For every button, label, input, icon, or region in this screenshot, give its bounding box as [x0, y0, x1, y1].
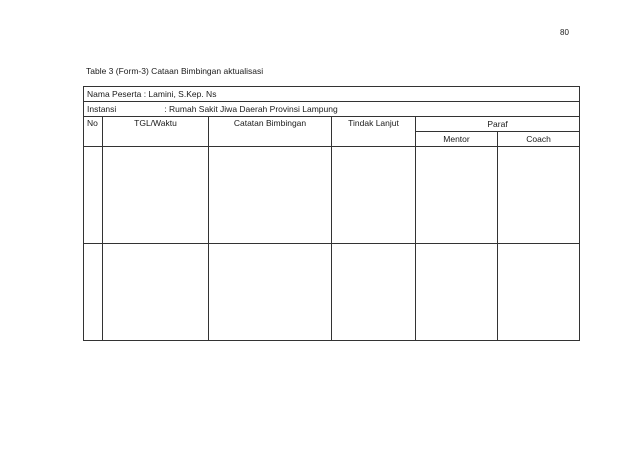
participant-name-row: [84, 87, 580, 102]
institution-row: [84, 102, 580, 117]
guidance-table: [83, 86, 579, 341]
empty-cell: [209, 244, 332, 341]
header-row: [84, 117, 580, 132]
empty-cell: [103, 147, 209, 244]
table-caption: Table 3 (Form-3) Cataan Bimbingan aktualisasi: [86, 66, 264, 76]
empty-cell: [332, 244, 416, 341]
empty-cell: [498, 147, 580, 244]
header-no: No: [84, 117, 103, 147]
table-row: [84, 244, 580, 341]
page-number: 80: [560, 28, 569, 37]
empty-cell: [416, 147, 498, 244]
header-tindak-lanjut: Tindak Lanjut: [332, 117, 416, 147]
header-mentor: Mentor: [416, 132, 498, 147]
institution-cell: [84, 102, 580, 117]
header-paraf: Paraf: [416, 117, 580, 132]
empty-cell: [84, 147, 103, 244]
institution-label: Instansi: [87, 103, 117, 114]
empty-cell: [103, 244, 209, 341]
institution-value: : Rumah Sakit Jiwa Daerah Provinsi Lampung: [164, 103, 338, 114]
empty-cell: [209, 147, 332, 244]
participant-name: Nama Peserta : Lamini, S.Kep. Ns: [84, 87, 580, 102]
table-row: [84, 147, 580, 244]
header-catatan: Catatan Bimbingan: [209, 117, 332, 147]
empty-cell: [84, 244, 103, 341]
empty-cell: [416, 244, 498, 341]
header-tgl-waktu: TGL/Waktu: [103, 117, 209, 147]
empty-cell: [332, 147, 416, 244]
empty-cell: [498, 244, 580, 341]
header-coach: Coach: [498, 132, 580, 147]
